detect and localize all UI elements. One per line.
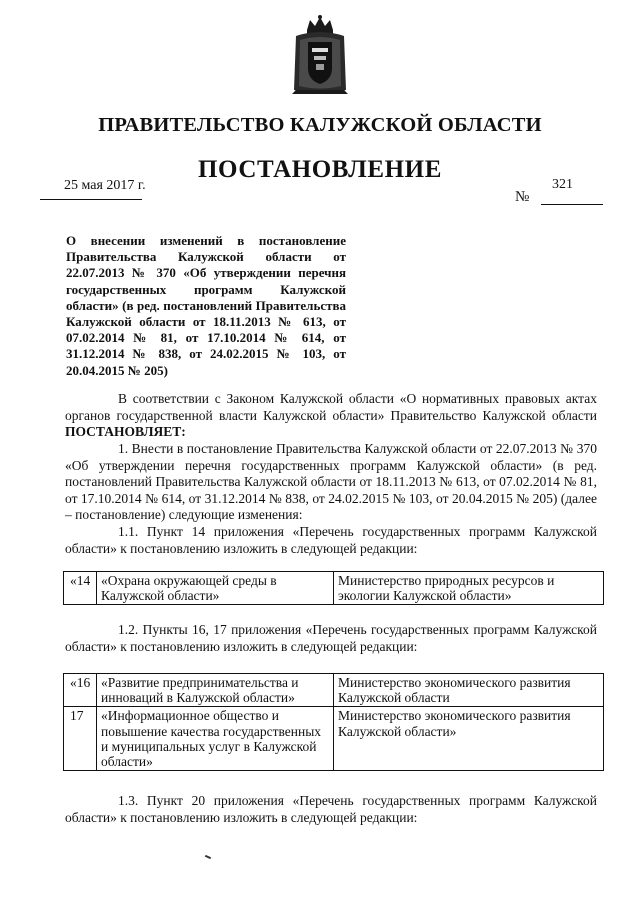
table-row: [64, 707, 604, 771]
document-type-title: ПОСТАНОВЛЕНИЕ: [197, 156, 443, 183]
document-number: 321: [552, 177, 573, 192]
paragraph-item-1-3: 1.3. Пункт 20 приложения «Перечень государственных программ Калужской области» к постановлению изложить в следующей редакции:: [65, 793, 597, 825]
program-table-1: [63, 571, 604, 605]
table-cell-program: «Информационное общество и повышение качества государственных и муниципальных услуг в Калужской области»: [97, 707, 334, 771]
table-cell-number: 17: [64, 707, 97, 771]
number-underline: [541, 204, 603, 205]
coat-of-arms-icon: [290, 14, 350, 96]
table-cell-executor: Министерство экономического развития Калужской области»: [334, 707, 604, 771]
organization-title: ПРАВИТЕЛЬСТВО КАЛУЖСКОЙ ОБЛАСТИ: [98, 114, 542, 136]
scan-mark: [205, 855, 211, 859]
table-cell-program: «Развитие предпринимательства и инноваций в Калужской области»: [97, 674, 334, 707]
date-underline: [40, 199, 142, 200]
preamble-paragraph: [65, 391, 597, 441]
preamble-text: В соответствии с Законом Калужской области «О нормативных правовых актах органов государственной власти Калужской области» Правительство Калужской области: [65, 391, 597, 423]
number-sign: №: [515, 189, 530, 205]
table-cell-program: «Охрана окружающей среды в Калужской области»: [97, 572, 334, 605]
document-subject: О внесении изменений в постановление Правительства Калужской области от 22.07.2013 № 370 «Об утверждении перечня государственных программ Калужской области» (в ред. постановлений Правительства Калужской области от 18.11.2013 № 613, от 07.02.2014 № 81, от 17.10.2014 № 614, от 31.12.2014 № 838, от 24.02.2015 № 103, от 20.04.2015 № 205): [66, 233, 346, 378]
table-cell-number: «16: [64, 674, 97, 707]
preamble-resolve: ПОСТАНОВЛЯЕТ:: [65, 424, 186, 440]
paragraph-item-1-1: 1.1. Пункт 14 приложения «Перечень государственных программ Калужской области» к постановлению изложить в следующей редакции:: [65, 524, 597, 556]
table-cell-number: «14: [64, 572, 97, 605]
table-row: [64, 674, 604, 707]
document-date: 25 мая 2017 г.: [64, 178, 146, 193]
table-cell-executor: Министерство природных ресурсов и экологии Калужской области»: [334, 572, 604, 605]
program-table-2: [63, 673, 604, 771]
paragraph-item-1-2: 1.2. Пункты 16, 17 приложения «Перечень государственных программ Калужской области» к постановлению изложить в следующей редакции:: [65, 622, 597, 654]
paragraph-item-1: 1. Внести в постановление Правительства Калужской области от 22.07.2013 № 370 «Об утверждении перечня государственных программ Калужской области» (в ред. постановлений Правительства Калужской области от 18.11.2013 № 613, от 07.02.2014 № 81, от 17.10.2014 № 614, от 31.12.2014 № 838, от 24.02.2015 № 103, от 20.04.2015 № 205) (далее – постановление) следующие изменения:: [65, 441, 597, 523]
table-row: [64, 572, 604, 605]
table-cell-executor: Министерство экономического развития Калужской области: [334, 674, 604, 707]
